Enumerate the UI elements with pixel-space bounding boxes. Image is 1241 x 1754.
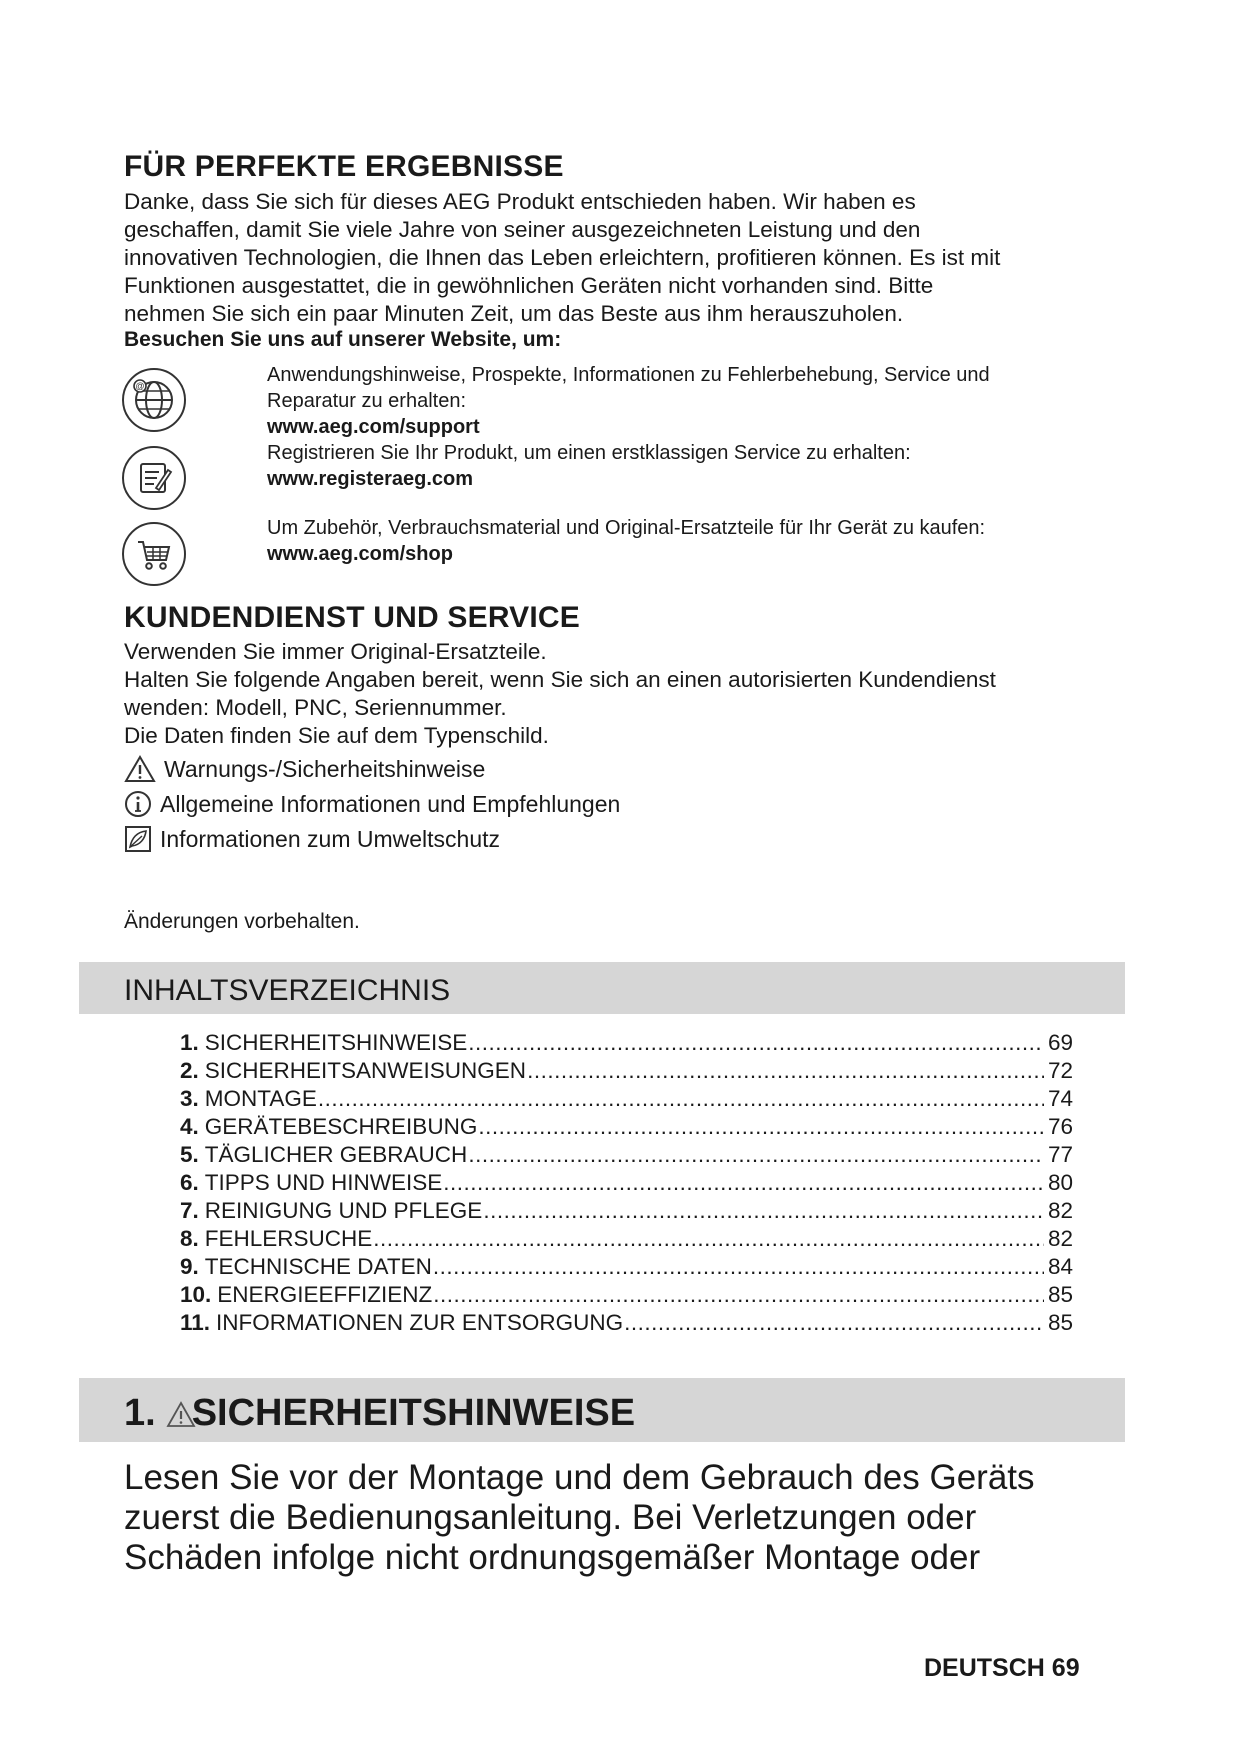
intro-paragraph (124, 188, 1124, 328)
toc-item-title: GERÄTEBESCHREIBUNG (204, 1114, 478, 1139)
toc-item-number: 5. (180, 1142, 199, 1167)
intro-line: Danke, dass Sie sich für dieses AEG Produkt entschieden haben. Wir haben es (124, 189, 916, 214)
toc-leader-dots (478, 1114, 1044, 1140)
toc-item-page: 69 (1047, 1030, 1073, 1055)
toc-item[interactable] (180, 1282, 1073, 1310)
toc-leader-dots (624, 1310, 1044, 1336)
toc-leader-dots (373, 1226, 1044, 1252)
intro-line: nehmen Sie sich ein paar Minuten Zeit, um das Beste aus ihm herauszuholen. (124, 301, 904, 326)
toc-leader-dots (468, 1030, 1044, 1056)
register-text-line: Registrieren Sie Ihr Produkt, um einen erstklassigen Service zu erhalten: (267, 442, 911, 464)
support-link[interactable]: www.aeg.com/support (267, 416, 480, 438)
footer-page-number: 69 (1051, 1654, 1080, 1682)
toc-item-number: 1. (180, 1030, 199, 1055)
service-paragraph (124, 638, 1124, 750)
toc-item-title: ENERGIEEFFIZIENZ (217, 1282, 433, 1307)
service-heading: KUNDENDIENST UND SERVICE (124, 601, 580, 634)
toc-item-title: FEHLERSUCHE (204, 1226, 373, 1251)
toc-item-page: 74 (1047, 1086, 1073, 1111)
toc-item-page: 82 (1047, 1226, 1073, 1251)
intro-line: geschaffen, damit Sie viele Jahre von seiner ausgezeichneten Leistung und den (124, 217, 921, 242)
service-line: wenden: Modell, PNC, Seriennummer. (124, 695, 507, 720)
toc-item[interactable] (180, 1170, 1073, 1198)
toc-leader-dots (483, 1198, 1044, 1224)
toc-item-title: TIPPS UND HINWEISE (204, 1170, 443, 1195)
toc-item[interactable] (180, 1198, 1073, 1226)
toc-item-number: 3. (180, 1086, 199, 1111)
legend-environment-label: Informationen zum Umweltschutz (160, 825, 501, 852)
changes-note: Änderungen vorbehalten. (124, 910, 360, 933)
toc-item[interactable] (180, 1086, 1073, 1114)
toc-item-number: 4. (180, 1114, 199, 1139)
toc-item-number: 9. (180, 1254, 199, 1279)
toc-item-page: 72 (1047, 1058, 1073, 1083)
legend-info (124, 790, 620, 818)
toc-leader-dots (433, 1254, 1044, 1280)
legend-info-label: Allgemeine Informationen und Empfehlungen (160, 790, 621, 817)
legend-warning-label: Warnungs-/Sicherheitshinweise (164, 755, 486, 782)
intro-line: innovativen Technologien, die Ihnen das Leben erleichtern, profitieren können. Es ist mit (124, 245, 1001, 270)
toc-item-page: 85 (1047, 1310, 1073, 1335)
toc-item-title: TÄGLICHER GEBRAUCH (204, 1142, 468, 1167)
toc-item-page: 85 (1047, 1282, 1073, 1307)
toc-leader-dots (468, 1142, 1044, 1168)
toc-item-number: 7. (180, 1198, 199, 1223)
visit-website-label: Besuchen Sie uns auf unserer Website, um: (124, 328, 562, 351)
legend-warning (124, 755, 485, 783)
section1-intro (124, 1458, 1035, 1578)
globe-icon (122, 368, 186, 432)
toc-item-title: REINIGUNG UND PFLEGE (204, 1198, 483, 1223)
shop-link[interactable]: www.aeg.com/shop (267, 543, 453, 565)
section1-title: SICHERHEITSHINWEISE (191, 1392, 636, 1434)
info-icon (124, 790, 152, 818)
toc-item[interactable] (180, 1226, 1073, 1254)
section1-line: Schäden infolge nicht ordnungsgemäßer Montage oder (124, 1538, 981, 1577)
toc-item-page: 84 (1047, 1254, 1073, 1279)
toc-item-title: SICHERHEITSANWEISUNGEN (204, 1058, 527, 1083)
toc-leader-dots (433, 1282, 1044, 1308)
toc-item-number: 11. (180, 1310, 211, 1335)
environment-leaf-icon (124, 825, 152, 853)
section1-heading (124, 1392, 635, 1435)
support-text-line: Anwendungshinweise, Prospekte, Informationen zu Fehlerbehebung, Service und (267, 364, 990, 386)
toc-item-page: 77 (1047, 1142, 1073, 1167)
toc-leader-dots (318, 1086, 1044, 1112)
warning-triangle-icon (124, 755, 156, 783)
section1-line: zuerst die Bedienungsanleitung. Bei Verletzungen oder (124, 1498, 977, 1537)
shop-item (267, 515, 985, 567)
register-form-icon (122, 446, 186, 510)
footer-language: DEUTSCH (924, 1654, 1045, 1682)
toc-leader-dots (443, 1170, 1044, 1196)
toc-leader-dots (527, 1058, 1044, 1084)
toc-item-number: 2. (180, 1058, 199, 1083)
section1-line: Lesen Sie vor der Montage und dem Gebrauch des Geräts (124, 1458, 1035, 1497)
intro-line: Funktionen ausgestattet, die in gewöhnlichen Geräten nicht vorhanden sind. Bitte (124, 273, 934, 298)
toc-item-page: 76 (1047, 1114, 1073, 1139)
toc-item[interactable] (180, 1030, 1073, 1058)
support-item (267, 362, 990, 440)
toc-item-page: 82 (1047, 1198, 1073, 1223)
toc-item-number: 6. (180, 1170, 199, 1195)
shop-text-line: Um Zubehör, Verbrauchsmaterial und Original-Ersatzteile für Ihr Gerät zu kaufen: (267, 517, 986, 539)
toc-item[interactable] (180, 1058, 1073, 1086)
toc-item-number: 8. (180, 1226, 199, 1251)
svg-text:@: @ (135, 381, 145, 391)
toc-item[interactable] (180, 1310, 1073, 1338)
shopping-cart-icon (122, 522, 186, 586)
service-line: Die Daten finden Sie auf dem Typenschild. (124, 723, 549, 748)
toc-heading: INHALTSVERZEICHNIS (124, 974, 451, 1007)
toc-item[interactable] (180, 1142, 1073, 1170)
register-item (267, 440, 911, 492)
service-line: Verwenden Sie immer Original-Ersatzteile. (124, 639, 547, 664)
toc-item-title: MONTAGE (204, 1086, 317, 1111)
toc-item-title: TECHNISCHE DATEN (204, 1254, 432, 1279)
support-text-line: Reparatur zu erhalten: (267, 390, 467, 412)
toc-item-title: INFORMATIONEN ZUR ENTSORGUNG (216, 1310, 624, 1335)
page-footer (924, 1654, 1080, 1683)
toc-item-title: SICHERHEITSHINWEISE (204, 1030, 468, 1055)
register-link[interactable]: www.registeraeg.com (267, 468, 473, 490)
toc-item[interactable] (180, 1114, 1073, 1142)
section1-number: 1. (124, 1392, 156, 1434)
toc-item-page: 80 (1047, 1170, 1073, 1195)
legend-environment (124, 825, 500, 853)
intro-heading: FÜR PERFEKTE ERGEBNISSE (124, 150, 564, 183)
toc-item[interactable] (180, 1254, 1073, 1282)
toc-item-number: 10. (180, 1282, 212, 1307)
service-line: Halten Sie folgende Angaben bereit, wenn Sie sich an einen autorisierten Kundendienst (124, 667, 996, 692)
